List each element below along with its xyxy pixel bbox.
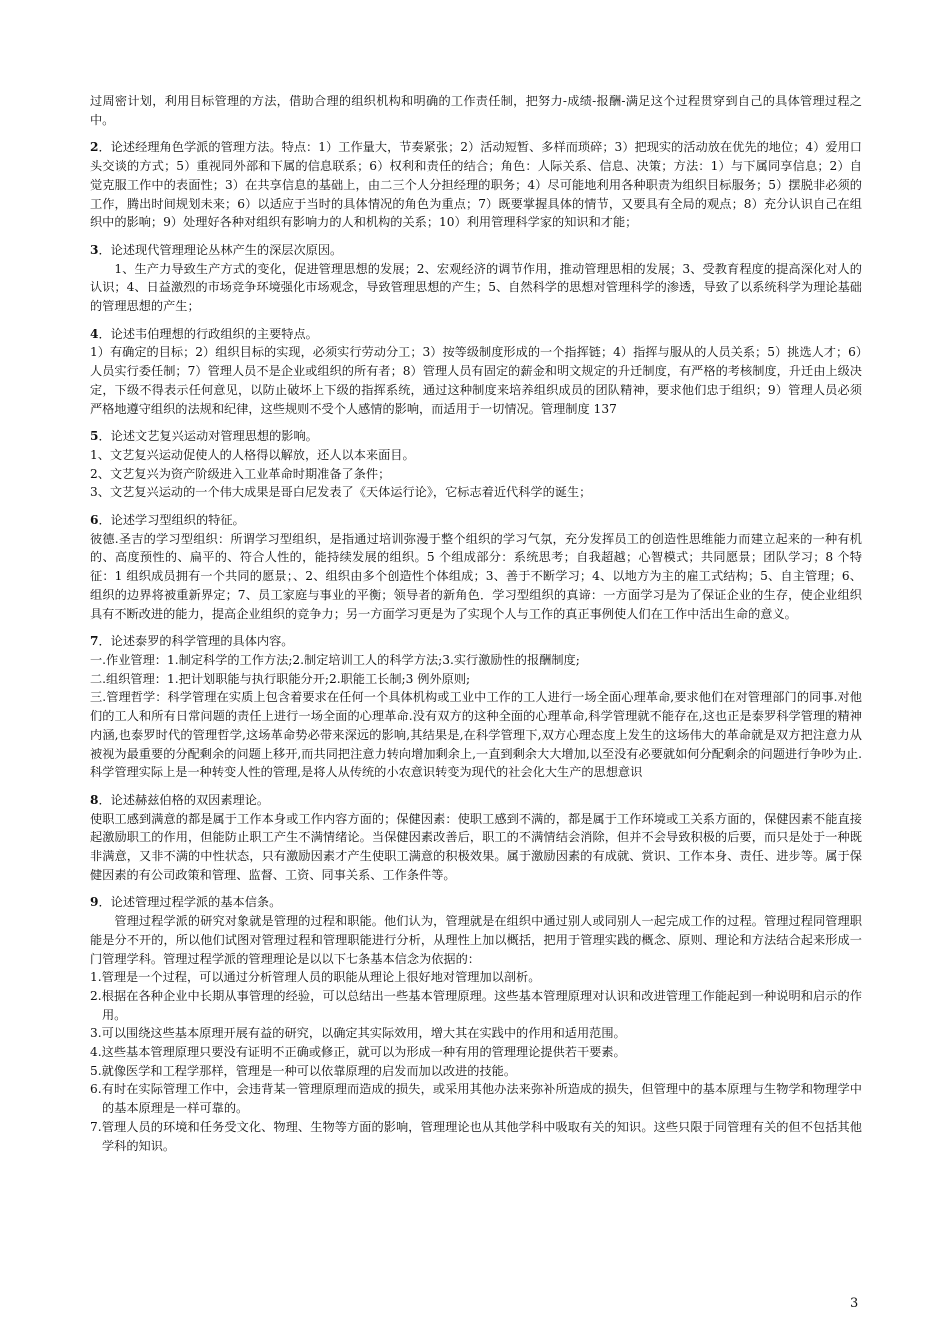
question-6-heading bbox=[90, 511, 862, 530]
question-3-heading bbox=[90, 241, 862, 260]
question-8-heading bbox=[90, 791, 862, 810]
question-4-heading bbox=[90, 325, 862, 344]
answer-4: 1）有确定的目标；2）组织目标的实现，必须实行劳动分工；3）按等级制度形成的一个指挥链；4）指挥与服从的人员关系；5）挑选人才；6）人员实行委任制；7）管理人员不是企业或组织的所有者；8）管理人员有固定的薪金和明文规定的升迁制度，有严格的考核制度，升迁由上级决定，下级不得表示任何意见，以防止破坏上下级的指挥系统，通过这种制度来培养组织成员的团队精神，要求他们忠于组织；9）管理人员必须严格地遵守组织的法规和纪律，这些规则不受个人感情的影响，而适用于一切情况。管理制度 137 bbox=[90, 345, 862, 416]
question-number: 8 bbox=[90, 792, 99, 807]
answer-3: 1、生产力导致生产方式的变化，促进管理思想的发展；2、宏观经济的调节作用，推动管理思相的发展；3、受教育程度的提高深化对人的认识；4、日益激烈的市场竞争环境强化市场观念，导致管理思想的产生；5、自然科学的思想对管理科学的渗透，导致了以系统科学为理论基础的管理思想的产生； bbox=[90, 261, 862, 314]
question-number: 9 bbox=[90, 895, 99, 910]
question-text: ．论述文艺复兴运动对管理思想的影响。 bbox=[98, 429, 318, 444]
question-text: ．论述韦伯理想的行政组织的主要特点。 bbox=[98, 326, 318, 341]
answer-7-item-2: 二.组织管理：1.把计划职能与执行职能分开;2.职能工长制;3 例外原则; bbox=[90, 671, 471, 686]
question-5-heading bbox=[90, 427, 862, 446]
question-number: 6 bbox=[90, 513, 99, 528]
page-number: 3 bbox=[850, 1296, 859, 1311]
answer-7-item-3: 三.管理哲学：科学管理在实质上包含着要求在任何一个具体机构或工业中工作的工人进行一场全面心理革命,要求他们在对管理部门的同事.对他们的工人和所有日常问题的责任上进行一场全面的心理革命.没有双方的这种全面的心理革命,科学管理就不能存在,这也正是泰罗科学管理的精神内涵,也泰罗时代的管理哲学,这场革命势必带来深远的影响,其结果是,在科学管理下,双方心理态度上发生的这场伟大的革命就是双方把注意力从被视为最重要的分配剩余的问题上移开,而共同把注意力转向增加剩余上,一直到剩余大大增加,以至没有必要就如何分配剩余的问题进行争吵为止.科学管理实际上是一种转变人性的管理,是将人从传统的小农意识转变为现代的社会化大生产的思想意识 bbox=[90, 690, 862, 780]
answer-9-item-2: 2.根据在各种企业中长期从事管理的经验，可以总结出一些基本管理原理。这些基本管理原理对认识和改进管理工作能起到一种说明和启示的作用。 bbox=[90, 988, 862, 1022]
question-text: ．论述泰罗的科学管理的具体内容。 bbox=[98, 634, 294, 649]
answer-5-item-3: 3、文艺复兴运动的一个伟大成果是哥白尼发表了《天体运行论》，它标志着近代科学的诞生； bbox=[90, 485, 592, 500]
question-number: 5 bbox=[90, 429, 99, 444]
answer-9-intro: 管理过程学派的研究对象就是管理的过程和职能。他们认为，管理就是在组织中通过别人或同别人一起完成工作的过程。管理过程同管理职能是分不开的，所以他们试图对管理过程和管理职能进行分析，从理性上加以概括，把用于管理实践的概念、原则、理论和方法结合起来形成一门管理学科。管理过程学派的管理理论是以以下七条基本信念为依据的： bbox=[90, 914, 862, 966]
question-9-heading bbox=[90, 893, 862, 912]
question-text: ．论述现代管理理论丛林产生的深层次原因。 bbox=[98, 242, 343, 257]
question-number: 4 bbox=[90, 326, 99, 341]
question-number: 3 bbox=[90, 242, 99, 257]
answer-9-item-4: 4.这些基本管理原理只要没有证明不正确或修正，就可以为形成一种有用的管理理论提供若干要素。 bbox=[90, 1045, 626, 1060]
question-number: 2 bbox=[90, 140, 99, 155]
answer-8: 使职工感到满意的都是属于工作本身或工作内容方面的；保健因素：使职工感到不满的，都是属于工作环境或工关系方面的，保健因素不能直接起激励职工的作用，但能防止职工产生不满情绪论。当保健因素改善后，职工的不满情结会消除，但并不会导致积极的后要，而只是处于一种既非满意，又非不满的中性状态，只有激励因素才产生使职工满意的积极效果。属于激励因素的有成就、赏识、工作本身、责任、进步等。属于保健因素的有公司政策和管理、监督、工资、同事关系、工作条件等。 bbox=[90, 811, 862, 882]
question-text: ．论述经理角色学派的管理方法。特点：1）工作量大，节奏紧张；2）活动短暂、多样而琐碎；3）把现实的活动放在优先的地位；4）爱用口头交谈的方式；5）重视同外部和下属的信息联系；6）权利和责任的结合；角色：人际关系、信息、决策；方法：1）与下属同享信息；2）自觉克服工作中的表面性；3）在共享信息的基础上，由二三个人分担经理的职务；4）尽可能地利用各种职责为组织目标服务；5）摆脱非必须的工作，腾出时间规划未来；6）以适应于当时的具体情况的角色为重点；7）既要掌握具体的情节，又要具有全局的观点；8）充分认识自己在组织中的影响；9）处理好各种对组织有影响力的人和机构的关系；10）利用管理科学家的知识和才能； bbox=[90, 140, 862, 230]
answer-9-item-3: 3.可以围绕这些基本原理开展有益的研究，以确定其实际效用，增大其在实践中的作用和适用范围。 bbox=[90, 1026, 626, 1041]
question-7-heading bbox=[90, 632, 862, 651]
answer-9-item-6: 6.有时在实际管理工作中，会违背某一管理原理而造成的损失，或采用其他办法来弥补所造成的损失，但管理中的基本原理与生物学和物理学中的基本原理是一样可靠的。 bbox=[90, 1082, 862, 1116]
question-text: ．论述赫兹伯格的双因素理论。 bbox=[98, 792, 270, 807]
question-text: ．论述管理过程学派的基本信条。 bbox=[98, 895, 282, 910]
intro-paragraph: 过周密计划，利用目标管理的方法，借助合理的组织机构和明确的工作责任制，把努力-成绩-报酬-满足这个过程贯穿到自己的具体管理过程之中。 bbox=[90, 94, 862, 127]
answer-9-item-5: 5.就像医学和工程学那样，管理是一种可以依靠原理的启发而加以改进的技能。 bbox=[90, 1063, 517, 1078]
answer-9-item-1: 1.管理是一个过程，可以通过分析管理人员的职能从理论上很好地对管理加以剖析。 bbox=[90, 970, 541, 985]
answer-6: 彼德.圣吉的学习型组织：所谓学习型组织，是指通过培训弥漫于整个组织的学习气氛，充分发挥员工的创造性思维能力而建立起来的一种有机的、高度预性的、扁平的、符合人性的，能持续发展的组织。5 个组成部分：系统思考；自我超越；心智模式；共同愿景；团队学习；8 个特征：1 组织成员拥有一个共同的愿景；、2、组织由多个创造性个体组成；3、善于不断学习；4、以地方为主的雇工式结构；5、自主管理；6、组织的边界将被重新界定；7、员工家庭与事业的平衡；领导者的新角色．学习型组织的真谛：一方面学习是为了保证企业的生存，使企业组织具有不断改进的能力，提高企业组织的竞争力；另一方面学习更是为了实现个人与工作的真正事例使人们在工作中活出生命的意义。 bbox=[90, 531, 862, 621]
answer-9-item-7: 7.管理人员的环境和任务受文化、物理、生物等方面的影响，管理理论也从其他学科中吸取有关的知识。这些只限于同管理有关的但不包括其他学科的知识。 bbox=[90, 1119, 862, 1153]
question-number: 7 bbox=[90, 634, 99, 649]
answer-7-item-1: 一.作业管理：1.制定科学的工作方法;2.制定培训工人的科学方法;3.实行激励性的报酬制度; bbox=[90, 652, 580, 667]
answer-5-item-1: 1、文艺复兴运动促使人的人格得以解放，还人以本来面目。 bbox=[90, 447, 415, 462]
question-2 bbox=[90, 138, 862, 232]
question-text: ．论述学习型组织的特征。 bbox=[98, 513, 245, 528]
document-body bbox=[90, 92, 862, 1155]
answer-5-item-2: 2、文艺复兴为资产阶级进入工业革命时期准备了条件； bbox=[90, 466, 391, 481]
